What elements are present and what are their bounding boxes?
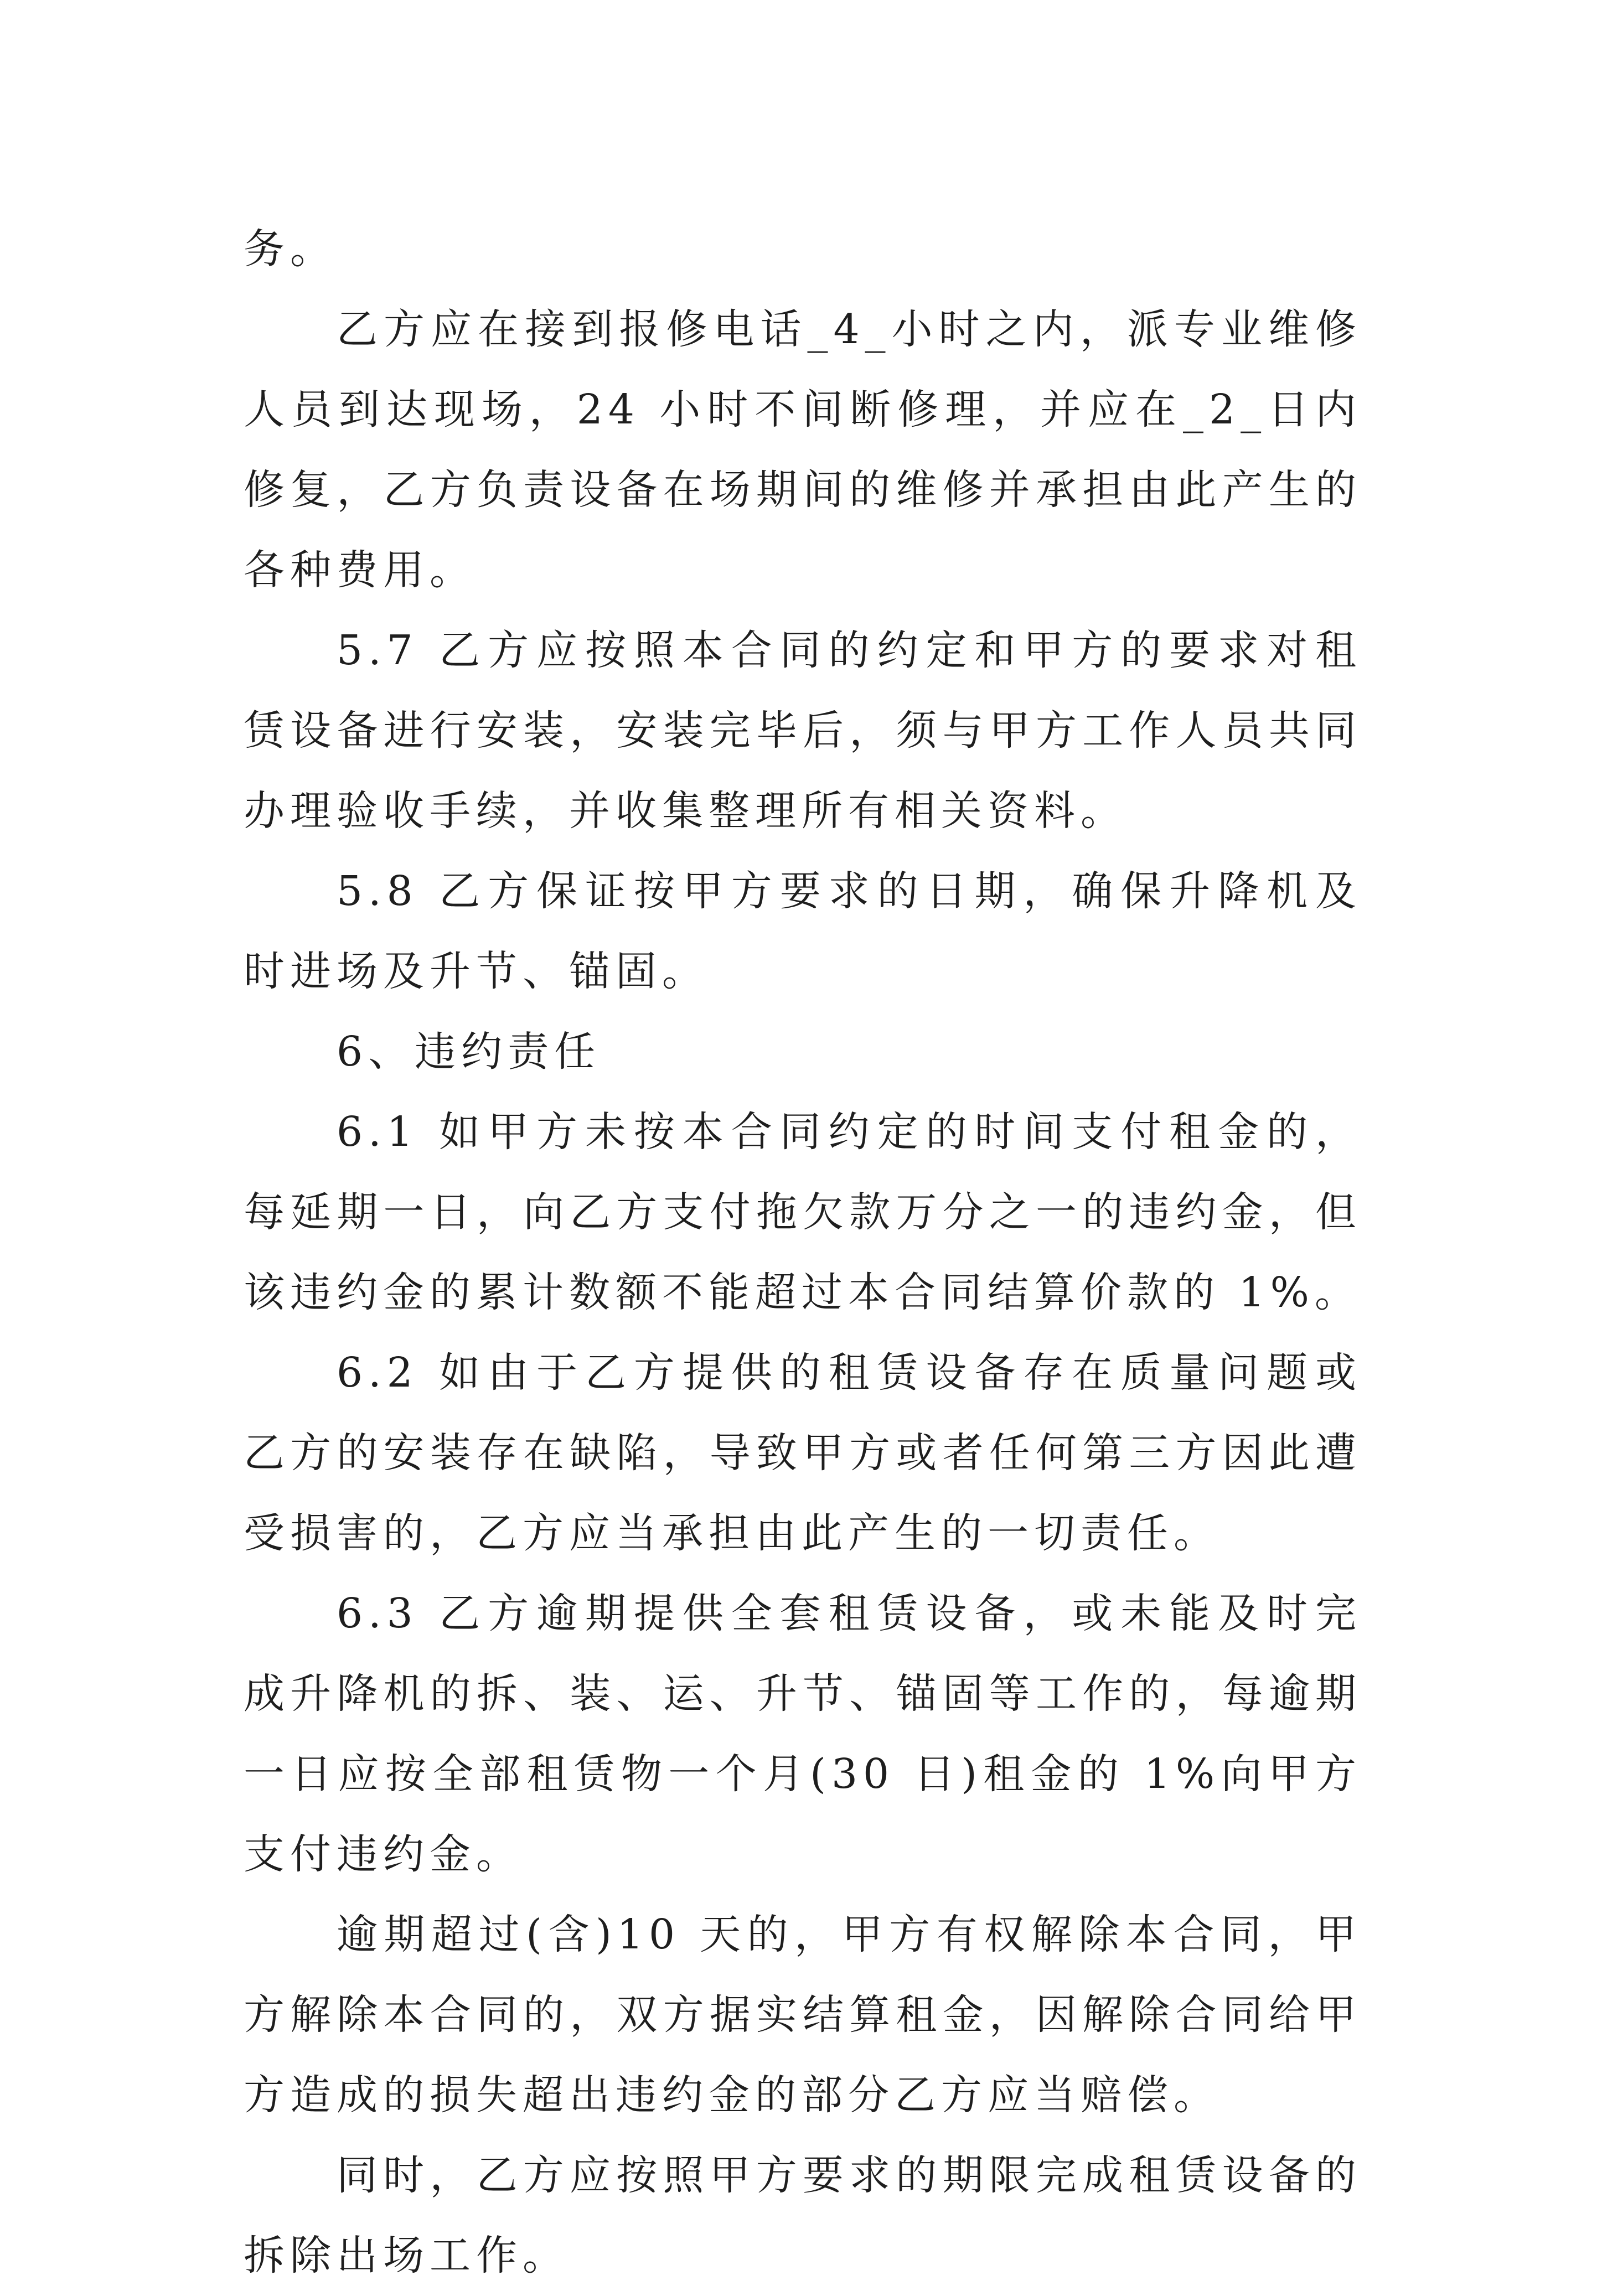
document-body: [244, 209, 1362, 2296]
section-heading-liability: 6、违约责任: [337, 1028, 601, 1075]
paragraph-clause-6-3: 6.3 乙方逾期提供全套租赁设备，或未能及时完成升降机的拆、装、运、升节、锚固等工作的，每逾期一日应按全部租赁物一个月(30 日)租金的 1%向甲方支付违约金。: [244, 1590, 1362, 1878]
paragraph-clause-6-2: 6.2 如由于乙方提供的租赁设备存在质量问题或乙方的安装存在缺陷，导致甲方或者任何第三方因此遭受损害的，乙方应当承担由此产生的一切责任。: [244, 1349, 1362, 1557]
paragraph-clause-6-1: 6.1 如甲方未按本合同约定的时间支付租金的，每延期一日，向乙方支付拖欠款万分之一的违约金，但该违约金的累计数额不能超过本合同结算价款的 1%。: [244, 1108, 1362, 1316]
paragraph-clause-5-7: 5.7 乙方应按照本合同的约定和甲方的要求对租赁设备进行安装，安装完毕后，须与甲方工作人员共同办理验收手续，并收集整理所有相关资料。: [244, 627, 1362, 835]
paragraph-repair-response: 乙方应在接到报修电话_4_小时之内，派专业维修人员到达现场，24 小时不间断修理，并应在_2_日内修复，乙方负责设备在场期间的维修并承担由此产生的各种费用。: [244, 306, 1362, 594]
paragraph-removal: 同时，乙方应按照甲方要求的期限完成租赁设备的拆除出场工作。: [244, 2152, 1362, 2279]
paragraph-overdue-termination: 逾期超过(含)10 天的，甲方有权解除本合同，甲方解除本合同的，双方据实结算租金，因解除合同给甲方造成的损失超出违约金的部分乙方应当赔偿。: [244, 1911, 1362, 2119]
paragraph-clause-5-8: 5.8 乙方保证按甲方要求的日期，确保升降机及时进场及升节、锚固。: [244, 867, 1362, 995]
paragraph-continuation: 务。: [244, 225, 337, 273]
